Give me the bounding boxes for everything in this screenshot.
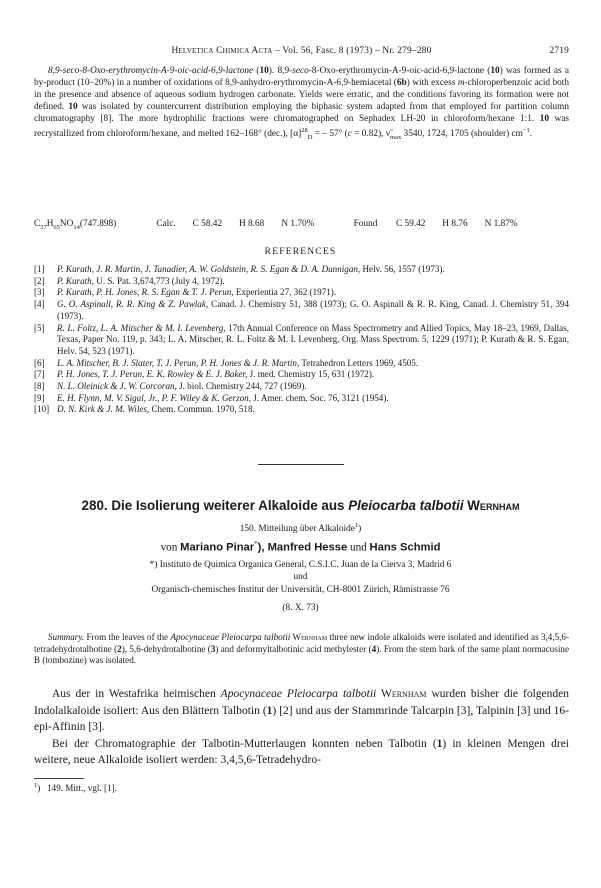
text: und <box>347 541 370 554</box>
reference-authors: R. L. Foltz, L. A. Mitscher & M. I. Levenberg, <box>57 322 226 333</box>
text: Aus der in Westafrika heimischen <box>52 688 221 700</box>
affiliation-madrid: *) Instituto de Quimica Organica General, C.S.I.C. Juan de la Cierva 3, Madrid 6 <box>149 560 452 570</box>
reference-item <box>34 276 569 288</box>
reference-authors: D. N. Kirk & J. M. Wiles, <box>57 404 150 415</box>
reference-source: Helv. 56, 1557 (1973). <box>360 264 445 274</box>
journal-name: Helvetica Chimica Acta <box>171 46 273 56</box>
text: Bei der Chromatographie der Talbotin-Mutterlaugen konnten neben Talbotin ( <box>52 737 437 750</box>
reference-number: [4] <box>34 299 45 310</box>
found-h: H 8.76 <box>442 219 468 229</box>
molecular-formula <box>34 219 154 231</box>
found-c: C 59.42 <box>395 219 426 229</box>
reference-number: [8] <box>34 381 45 392</box>
affiliation-zurich: Organisch-chemisches Institut der Universität, CH-8001 Zürich, Rämistrasse 76 <box>151 585 450 595</box>
footnote <box>34 782 117 793</box>
text: three new indole alkaloids were isolated and identified as 3,4,5,6-tetradehydrotalbotine ( <box>34 632 569 654</box>
text: = – 57° ( <box>312 129 348 140</box>
reference-authors: G. O. Aspinall, R. R. King & Z. Pawlak, <box>57 299 209 310</box>
text: ). From the stem bark of the same plant normacusine B (tombozine) was isolated. <box>34 643 569 666</box>
reference-source: Chem. Commun. 1970, 518. <box>149 404 255 415</box>
reference-number: [2] <box>34 275 45 286</box>
reference-item <box>34 393 569 405</box>
italic-text: m <box>457 78 465 89</box>
title-species: Pleiocarba talbotii <box>348 498 464 513</box>
reference-authors: P. Kurath, P. H. Jones, R. S. Egan & T. J. Perun, <box>57 287 234 298</box>
page-number: 2719 <box>549 46 569 56</box>
section-divider <box>258 464 344 465</box>
running-header <box>34 46 569 56</box>
species-name: Apocynaceae Pleiocarpa talbotii <box>220 688 377 700</box>
reference-list <box>34 264 569 416</box>
reference-item <box>34 323 569 358</box>
compound-number: 2 <box>117 643 122 654</box>
text: ) and deformyltalbotinic acid methylester ( <box>215 643 372 654</box>
reference-source: Experientia 27, 362 (1971). <box>233 287 337 298</box>
issue-info: – Vol. 56, Fasc. 8 (1973) – Nr. 279–280 <box>272 46 432 56</box>
reference-authors: P. H. Jones, T. J. Perun, E. K. Rowley & E. J. Baker, <box>57 369 248 380</box>
experimental-paragraph: 8,9-seco-8-Oxo-erythromycin-A-9-oic-acid-6,9-lactone (10). 8,9-seco-8-Oxo-erythromycin-A-9-oic-acid-6,9-lactone (10) was formed as a by-product (10–20%) in a number of oxidations of 8,9-anhydro-erythromycin-A-6,9-hemiacetal (6b) with excess m-chloroperbenzoic acid both in the presence and absence of aqueous sodium hydrogen carbonate. Yields were erratic, and the conditions favoring its formation were not defined. 10 was isolated by countercurrent distribution employing the biphasic system adapted from that employed for partition column chromatography [8]. The more hydrophilic fractions were chromatographed on Sephadex LH-20 in chloroform/hexane 1:1. 10 was recrystallized from chloroform/hexane, and melted 162–168° (dec.), $[\alpha]^{28}_D$ = – 57° (c = 0.82), $\nũ_{max}$ 3540, 1724, 1705 (shoulder) $cm^{-1}$. <box>34 66 570 142</box>
reference-number: [7] <box>34 369 45 380</box>
text: ), 5,6-dehydrotalbotine ( <box>121 643 211 654</box>
references-heading: REFERENCES <box>264 247 337 257</box>
footnote-rule <box>34 778 84 779</box>
reference-source: 17th Annual Conference on Mass Spectrometry and Allied Topics, May 18–23, 1969, Dallas, Texas, Paper No. 119, p. 343; L. A. Mitscher, R. L. Foltz & M. I. Levenberg, Org. Mass Spectrom. 5, 1229 (1971); P. Kurath & R. S. Egan, Helv. 54, 523 (1971). <box>57 322 570 356</box>
italic-text: seco <box>292 66 309 76</box>
series-note <box>0 522 601 534</box>
calc-label: Calc. <box>156 219 176 229</box>
reference-item <box>34 299 569 322</box>
text: From the leaves of the <box>84 632 171 642</box>
text: 3540, 1724, 1705 (shoulder) cm <box>401 129 523 140</box>
reference-authors: P. Kurath, <box>57 275 94 286</box>
reference-item <box>34 264 569 276</box>
compound-number: 3 <box>210 643 216 654</box>
calc-n: N 1.70% <box>281 219 315 229</box>
text: . <box>529 129 533 140</box>
compound-name: 8,9-seco-8-Oxo-erythromycin-A-9-oic-acid-6,9-lactone <box>48 66 254 76</box>
text: ), <box>257 541 268 554</box>
reference-source: J. biol. Chemistry 244, 727 (1969). <box>176 381 307 392</box>
superscript: 28 <box>301 127 308 135</box>
body-text <box>34 686 569 769</box>
reference-item <box>34 381 569 393</box>
italic-text: c <box>347 129 352 140</box>
text: NO <box>59 219 74 229</box>
species-name: Apocynaceae Pleiocarpa talbotii <box>170 632 291 642</box>
text: -8-Oxo-erythromycin-A-9-oic-acid-6,9-lactone ( <box>308 66 491 76</box>
text: H <box>46 219 54 229</box>
compound-number: 10 <box>539 114 549 125</box>
subscript: D <box>307 134 313 142</box>
compound-number: 1 <box>266 704 273 717</box>
reference-source: Canad. J. Chemistry 51, 388 (1973); G. O. Aspinall & R. R. King, Canad. J. Chemistry 51, 394 (1973). <box>57 299 569 321</box>
compound-number: 6b <box>396 78 407 89</box>
reference-source: J. Amer. chem. Soc. 76, 3121 (1954). <box>251 392 389 403</box>
subscript: 37 <box>40 223 47 231</box>
text: = 0.82), <box>351 129 386 140</box>
text: was recrystallized from chloroform/hexane, and melted 162–168° (dec.), [α] <box>34 114 569 140</box>
text: ) was formed as a by-product (10–20%) in a number of oxidations of 8,9-anhydro-erythromycin-A-6,9-hemiacetal ( <box>34 66 569 89</box>
footnote-mark: 1 <box>34 782 38 789</box>
footnote-text: 149. Mitt., vgl. [1]. <box>40 783 117 794</box>
affiliation-mark: * <box>254 540 258 548</box>
text: was isolated by countercurrent distribution employing the biphasic system adapted from that employed for partition column chromatography [8]. The more hydrophilic fractions were chromatographed on Sephadex LH-20 in chloroform/hexane 1:1. <box>34 102 570 125</box>
calc-h: H 8.68 <box>238 219 265 229</box>
reference-authors: E. H. Flynn, M. V. Sigal, Jr., P. F. Wiley & K. Gerzon, <box>57 392 251 403</box>
affiliation-und: und <box>293 572 308 582</box>
author-name: Hans Schmid <box>369 541 441 554</box>
body-paragraph <box>34 686 569 736</box>
text: ) [2] und aus der Stammrinde Talcarpin [3], Talpinin [3] und 16-epi-Affinin [3]. <box>34 704 569 734</box>
text: -chloroperbenzoic acid both in the presence and absence of aqueous sodium hydrogen carbonate. Yields were erratic, and the conditions favoring its formation were not defined. <box>34 78 569 113</box>
text: ) with excess <box>406 78 458 89</box>
text: wurden bisher die folgenden Indolalkaloide isoliert: Aus den Blättern Talbotin ( <box>34 688 569 717</box>
text: ) <box>37 783 41 794</box>
author-name: Mariano Pinar <box>180 541 255 554</box>
reference-item <box>34 358 569 370</box>
calc-c: C 58.42 <box>192 219 223 229</box>
text: ) in kleinen Mengen drei weitere, neue Alkaloide isoliert werden: 3,4,5,6-Tetradehydro- <box>34 737 569 767</box>
text: ν̃ <box>385 129 391 140</box>
reference-item <box>34 287 569 299</box>
subscript: 65 <box>53 223 60 231</box>
reference-authors: L. A. Mitscher, B. J. Slater, T. J. Perun, P. H. Jones & J. R. Martin, <box>57 357 300 368</box>
reference-number: [1] <box>34 264 45 274</box>
subscript: 14 <box>73 223 80 231</box>
reference-item <box>34 404 569 416</box>
summary-label: Summary. <box>48 632 85 642</box>
received-date: (8. X. 73) <box>282 603 319 613</box>
compound-number: 10 <box>490 66 500 76</box>
text: (747.898) <box>79 219 117 229</box>
reference-authors: P. Kurath, J. R. Martin, J. Tanadier, A. W. Goldstein, R. S. Egan & D. A. Dunnigan, <box>57 264 361 274</box>
reference-number: [9] <box>34 392 45 403</box>
reference-source: U. S. Pat. 3,674,773 (July 4, 1972). <box>93 275 225 286</box>
reference-number: [5] <box>34 322 45 333</box>
compound-number: 10 <box>68 102 78 113</box>
author-name: Manfred Hesse <box>267 541 348 554</box>
text: C <box>34 219 41 229</box>
reference-number: [3] <box>34 287 45 298</box>
compound-number: 10 <box>259 66 269 76</box>
text: 150. Mitteilung über Alkaloide <box>239 524 355 535</box>
reference-number: [10] <box>34 404 50 415</box>
title-text: 280. Die Isolierung weiterer Alkaloide aus <box>81 498 349 513</box>
reference-source: J. med. Chemistry 15, 631 (1972). <box>247 369 375 380</box>
footnote-mark: 1 <box>354 522 359 529</box>
text: Wernham <box>290 632 328 642</box>
text: von <box>160 541 181 554</box>
compound-number: 4 <box>371 643 377 654</box>
superscript: −1 <box>522 127 530 135</box>
found-label: Found <box>353 219 378 229</box>
elemental-analysis <box>34 219 569 231</box>
title-author: Wernham <box>463 498 520 513</box>
text: ) <box>358 524 362 535</box>
subscript: max <box>390 134 402 142</box>
text: Wernham <box>376 688 427 700</box>
compound-number: 1 <box>436 737 443 750</box>
reference-number: [6] <box>34 357 45 368</box>
author-line <box>0 540 601 554</box>
summary-paragraph <box>34 632 569 667</box>
reference-item <box>34 369 569 381</box>
body-paragraph <box>34 736 569 769</box>
reference-source: Tetrahedron Letters 1969, 4505. <box>299 357 419 368</box>
found-n: N 1.87% <box>484 219 518 229</box>
reference-authors: N. L. Oleinick & J. W. Corcoran, <box>57 381 177 392</box>
text: . 8,9- <box>271 66 293 76</box>
article-title <box>0 498 601 513</box>
